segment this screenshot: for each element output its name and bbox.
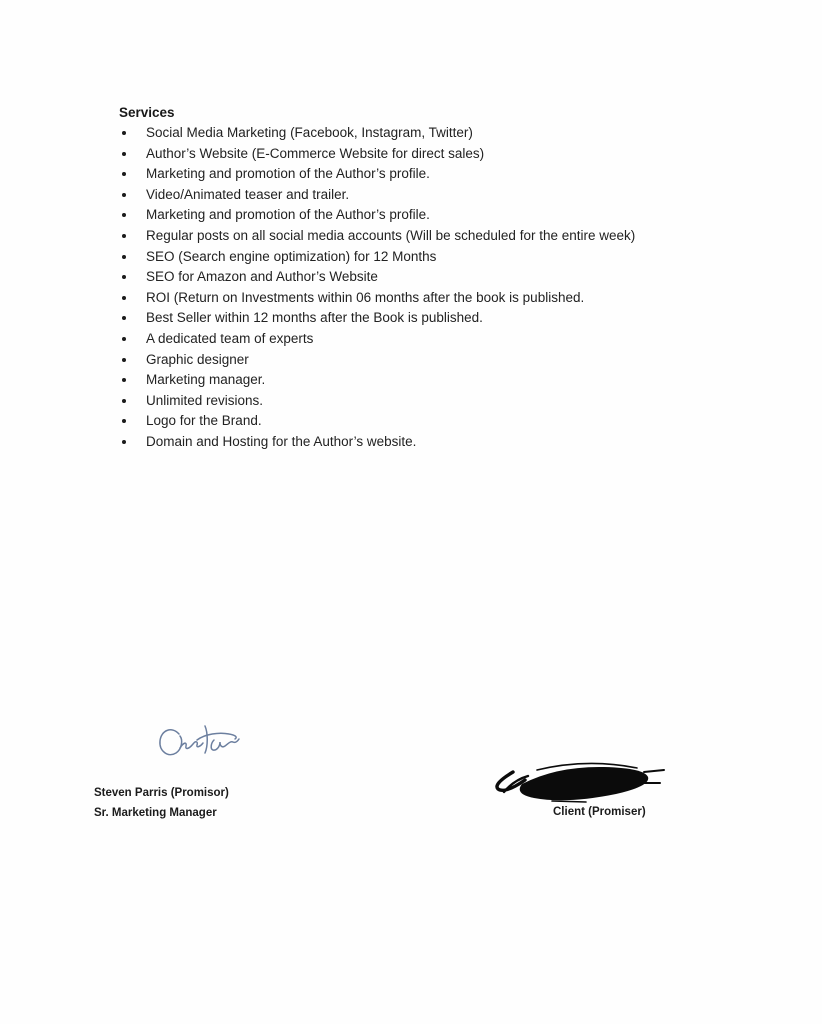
promiser-label: Client (Promiser) <box>553 806 646 818</box>
bullet-icon <box>122 399 126 403</box>
promisor-title: Sr. Marketing Manager <box>94 806 217 819</box>
list-item-text: Marketing and promotion of the Author’s profile. <box>146 166 430 182</box>
promisor-name: Steven Parris (Promisor) <box>94 787 229 799</box>
list-item-text: Unlimited revisions. <box>146 392 264 408</box>
bullet-icon <box>122 131 126 135</box>
list-item-text: Marketing manager. <box>146 372 266 388</box>
bullet-icon <box>122 255 126 259</box>
list-item <box>119 205 739 226</box>
list-item <box>119 267 739 288</box>
promisor-signature-block <box>94 784 229 823</box>
list-item <box>119 185 739 206</box>
promisor-signature-icon <box>152 718 248 770</box>
bullet-icon <box>122 316 126 320</box>
list-item <box>119 288 739 309</box>
list-item <box>119 247 739 268</box>
list-item <box>119 370 739 391</box>
list-item <box>119 391 739 412</box>
list-item-text: Regular posts on all social media accounts (Will be scheduled for the entire week) <box>146 227 636 243</box>
list-item-text: Graphic designer <box>146 351 249 367</box>
bullet-icon <box>122 275 126 279</box>
bullet-icon <box>122 358 126 362</box>
list-item <box>119 308 739 329</box>
bullet-icon <box>122 378 126 382</box>
list-item-text: Best Seller within 12 months after the Book is published. <box>146 310 483 326</box>
list-item <box>119 329 739 350</box>
list-item-text: Domain and Hosting for the Author’s website. <box>146 433 417 449</box>
bullet-icon <box>122 152 126 156</box>
bullet-icon <box>122 296 126 300</box>
list-item-text: ROI (Return on Investments within 06 months after the book is published. <box>146 289 585 305</box>
services-heading: Services <box>119 105 175 120</box>
list-item <box>119 350 739 371</box>
list-item-text: Logo for the Brand. <box>146 413 262 429</box>
list-item-text: Video/Animated teaser and trailer. <box>146 186 350 202</box>
bullet-icon <box>122 234 126 238</box>
bullet-icon <box>122 193 126 197</box>
list-item-text: SEO for Amazon and Author’s Website <box>146 269 378 285</box>
list-item <box>119 123 739 144</box>
bullet-icon <box>122 419 126 423</box>
list-item <box>119 432 739 453</box>
list-item-text: Marketing and promotion of the Author’s profile. <box>146 207 430 223</box>
bullet-icon <box>122 172 126 176</box>
list-item <box>119 144 739 165</box>
list-item-text: A dedicated team of experts <box>146 330 314 346</box>
list-item <box>119 226 739 247</box>
services-list <box>119 123 739 453</box>
list-item-text: Social Media Marketing (Facebook, Instagram, Twitter) <box>146 125 473 140</box>
list-item <box>119 164 739 185</box>
bullet-icon <box>122 337 126 341</box>
promiser-signature-block <box>553 803 646 823</box>
bullet-icon <box>122 213 126 217</box>
bullet-icon <box>122 440 126 444</box>
list-item-text: SEO (Search engine optimization) for 12 Months <box>146 248 437 264</box>
list-item <box>119 411 739 432</box>
list-item-text: Author’s Website (E-Commerce Website for direct sales) <box>146 145 485 161</box>
